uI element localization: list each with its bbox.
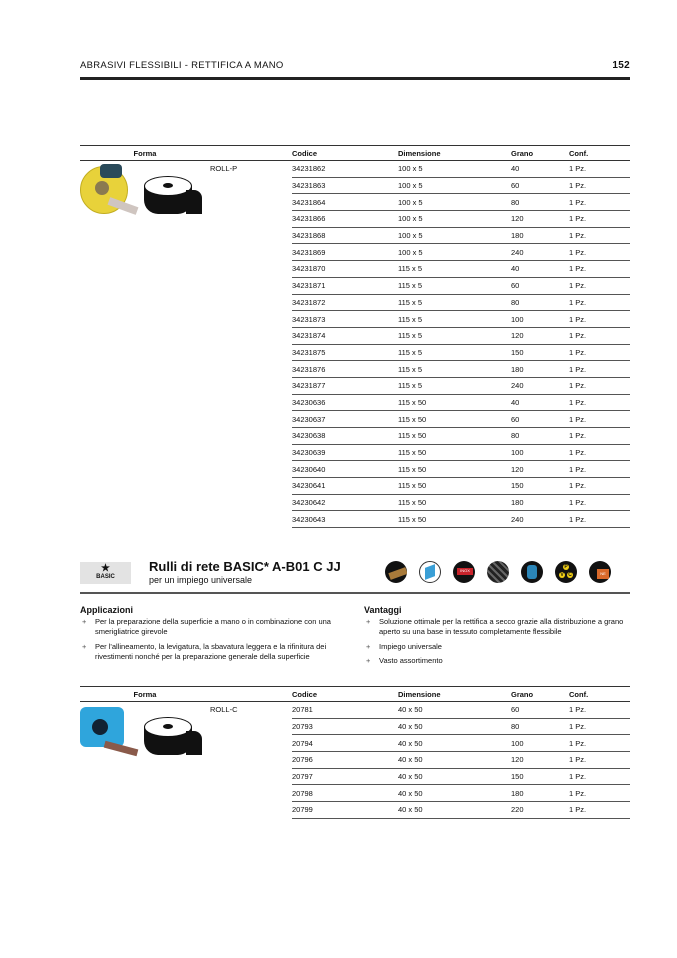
header-divider — [80, 77, 630, 80]
cell-code: 20799 — [292, 802, 398, 819]
cell-grit: 150 — [511, 478, 569, 495]
cell-pack: 1 Pz. — [569, 768, 630, 785]
col-conf: Conf. — [569, 146, 630, 161]
inox-icon — [453, 561, 475, 583]
product-table-roll-p — [80, 145, 630, 528]
cell-grit: 80 — [511, 718, 569, 735]
pvc-v: V — [560, 572, 564, 578]
table-header — [80, 146, 630, 161]
stone-icon — [521, 561, 543, 583]
cell-dimension: 100 x 5 — [398, 161, 511, 178]
cell-pack: 1 Pz. — [569, 511, 630, 528]
cell-grit: 150 — [511, 344, 569, 361]
cell-grit: 100 — [511, 311, 569, 328]
cell-pack: 1 Pz. — [569, 735, 630, 752]
col-codice: Codice — [292, 146, 398, 161]
steel-icon — [419, 561, 441, 583]
cell-dimension: 40 x 50 — [398, 702, 511, 719]
cell-grit: 80 — [511, 294, 569, 311]
cell-dimension: 115 x 5 — [398, 327, 511, 344]
col-grano: Grano — [511, 687, 569, 702]
cell-code: 34231877 — [292, 377, 398, 394]
cell-grit: 60 — [511, 177, 569, 194]
cell-pack: 1 Pz. — [569, 211, 630, 228]
cell-grit: 40 — [511, 394, 569, 411]
cell-pack: 1 Pz. — [569, 194, 630, 211]
list-item: + Soluzione ottimale per la rettifica a secco grazie alla distribuzione a grano aperto su una base in tessuto completamente flessibile — [364, 617, 632, 638]
cell-dimension: 115 x 50 — [398, 478, 511, 495]
cell-grit: 240 — [511, 244, 569, 261]
cell-code: 34230643 — [292, 511, 398, 528]
col-dimensione: Dimensione — [398, 146, 511, 161]
cell-code: 34231875 — [292, 344, 398, 361]
cell-pack: 1 Pz. — [569, 261, 630, 278]
page-number: 152 — [612, 60, 630, 71]
cell-code: 20781 — [292, 702, 398, 719]
vantaggi-title: Vantaggi — [364, 605, 402, 615]
col-codice: Codice — [292, 687, 398, 702]
cell-code: 34230641 — [292, 478, 398, 495]
applicazioni-list — [80, 617, 348, 663]
cell-code: 34231873 — [292, 311, 398, 328]
cell-pack: 1 Pz. — [569, 394, 630, 411]
cell-pack: 1 Pz. — [569, 177, 630, 194]
cell-pack: 1 Pz. — [569, 344, 630, 361]
applicazioni-section — [80, 605, 348, 667]
cell-dimension: 40 x 50 — [398, 768, 511, 785]
col-conf: Conf. — [569, 687, 630, 702]
cell-code: 20796 — [292, 752, 398, 769]
cell-dimension: 40 x 50 — [398, 718, 511, 735]
cell-dimension: 40 x 50 — [398, 802, 511, 819]
cell-pack: 1 Pz. — [569, 718, 630, 735]
cell-code: 34231872 — [292, 294, 398, 311]
cell-grit: 120 — [511, 211, 569, 228]
basic-badge — [80, 562, 131, 584]
cell-dimension: 115 x 50 — [398, 394, 511, 411]
composite-icon — [487, 561, 509, 583]
star-icon: ★ — [101, 563, 110, 574]
cell-grit: 220 — [511, 802, 569, 819]
form-label: ROLL-P — [210, 164, 238, 173]
cell-grit: 100 — [511, 444, 569, 461]
cell-pack: 1 Pz. — [569, 327, 630, 344]
cell-grit: 120 — [511, 752, 569, 769]
list-item: + Vasto assortimento — [364, 656, 632, 667]
cell-grit: 150 — [511, 768, 569, 785]
cell-pack: 1 Pz. — [569, 161, 630, 178]
cell-grit: 60 — [511, 277, 569, 294]
cell-grit: 80 — [511, 428, 569, 445]
cell-dimension: 40 x 50 — [398, 752, 511, 769]
cell-dimension: 115 x 50 — [398, 494, 511, 511]
cell-grit: 180 — [511, 785, 569, 802]
col-forma: Forma — [80, 146, 210, 161]
section-divider — [80, 592, 630, 594]
cell-code: 34230637 — [292, 411, 398, 428]
list-item: + Impiego universale — [364, 642, 632, 653]
cell-grit: 100 — [511, 735, 569, 752]
cell-dimension: 100 x 5 — [398, 194, 511, 211]
cell-code: 34230639 — [292, 444, 398, 461]
cell-code: 20793 — [292, 718, 398, 735]
cell-pack: 1 Pz. — [569, 802, 630, 819]
cell-dimension: 40 x 50 — [398, 785, 511, 802]
pvc-p: P — [564, 564, 568, 570]
col-forma: Forma — [80, 687, 210, 702]
cell-code: 34230636 — [292, 394, 398, 411]
cell-pack: 1 Pz. — [569, 311, 630, 328]
cell-code: 34231863 — [292, 177, 398, 194]
cell-pack: 1 Pz. — [569, 752, 630, 769]
product-photo-dispenser — [80, 705, 140, 770]
cell-code: 34230638 — [292, 428, 398, 445]
table-row — [80, 702, 630, 719]
cell-pack: 1 Pz. — [569, 478, 630, 495]
cell-code: 34230642 — [292, 494, 398, 511]
cell-pack: 1 Pz. — [569, 444, 630, 461]
cell-dimension: 115 x 5 — [398, 361, 511, 378]
cell-grit: 120 — [511, 461, 569, 478]
cell-pack: 1 Pz. — [569, 785, 630, 802]
cell-grit: 80 — [511, 194, 569, 211]
cell-dimension: 115 x 5 — [398, 311, 511, 328]
cell-dimension: 40 x 50 — [398, 735, 511, 752]
cell-dimension: 115 x 50 — [398, 511, 511, 528]
cell-pack: 1 Pz. — [569, 494, 630, 511]
cell-dimension: 115 x 5 — [398, 261, 511, 278]
cell-grit: 180 — [511, 494, 569, 511]
cell-dimension: 115 x 50 — [398, 428, 511, 445]
cell-dimension: 115 x 50 — [398, 444, 511, 461]
col-dimensione: Dimensione — [398, 687, 511, 702]
cell-pack: 1 Pz. — [569, 702, 630, 719]
cell-dimension: 115 x 5 — [398, 294, 511, 311]
cell-dimension: 115 x 50 — [398, 461, 511, 478]
table-row — [80, 161, 630, 178]
cell-grit: 240 — [511, 511, 569, 528]
table-header — [80, 687, 630, 702]
product-table-roll-c — [80, 686, 630, 819]
cell-dimension: 100 x 5 — [398, 177, 511, 194]
cell-pack: 1 Pz. — [569, 377, 630, 394]
cell-grit: 180 — [511, 227, 569, 244]
ne-label: NE — [597, 569, 609, 579]
badge-label: BASIC — [96, 574, 115, 580]
list-item: + Per la preparazione della superficie a mano o in combinazione con una smerigliatrice girevole — [80, 617, 348, 638]
cell-dimension: 115 x 5 — [398, 344, 511, 361]
page-header — [80, 60, 630, 71]
section-title: ABRASIVI FLESSIBILI - RETTIFICA A MANO — [80, 60, 284, 71]
cell-pack: 1 Pz. — [569, 461, 630, 478]
cell-dimension: 115 x 5 — [398, 277, 511, 294]
cell-code: 20797 — [292, 768, 398, 785]
cell-code: 34231866 — [292, 211, 398, 228]
cell-pack: 1 Pz. — [569, 411, 630, 428]
form-label: ROLL-C — [210, 705, 238, 714]
wood-icon — [385, 561, 407, 583]
cell-grit: 180 — [511, 361, 569, 378]
cell-grit: 60 — [511, 702, 569, 719]
product-subtitle: per un impiego universale — [149, 575, 253, 585]
cell-grit: 40 — [511, 161, 569, 178]
list-item: + Per l'allineamento, la levigatura, la sbavatura leggera e la rifinitura dei rivestimenti nonché per la preparazione generale della superficie — [80, 642, 348, 663]
cell-grit: 120 — [511, 327, 569, 344]
applicazioni-title: Applicazioni — [80, 605, 134, 615]
cell-dimension: 115 x 5 — [398, 377, 511, 394]
roll-shape-icon — [144, 717, 204, 757]
cell-pack: 1 Pz. — [569, 428, 630, 445]
pvc-c: C — [568, 572, 572, 578]
cell-code: 34231862 — [292, 161, 398, 178]
cell-code: 34230640 — [292, 461, 398, 478]
cell-pack: 1 Pz. — [569, 244, 630, 261]
cell-code: 34231869 — [292, 244, 398, 261]
cell-pack: 1 Pz. — [569, 277, 630, 294]
roll-shape-icon — [144, 176, 204, 216]
cell-code: 34231864 — [292, 194, 398, 211]
cell-code: 20794 — [292, 735, 398, 752]
product-title: Rulli di rete BASIC* A-B01 C JJ — [149, 559, 341, 574]
non-ferrous-metal-icon — [589, 561, 611, 583]
material-icons — [385, 561, 611, 583]
cell-dimension: 100 x 5 — [398, 211, 511, 228]
inox-label: INOX — [457, 568, 473, 575]
cell-code: 34231874 — [292, 327, 398, 344]
cell-pack: 1 Pz. — [569, 227, 630, 244]
vantaggi-section — [364, 605, 632, 671]
product-photo-roll — [80, 164, 140, 229]
cell-dimension: 100 x 5 — [398, 244, 511, 261]
cell-code: 34231870 — [292, 261, 398, 278]
cell-code: 34231871 — [292, 277, 398, 294]
cell-pack: 1 Pz. — [569, 294, 630, 311]
cell-code: 20798 — [292, 785, 398, 802]
cell-dimension: 115 x 50 — [398, 411, 511, 428]
cell-dimension: 100 x 5 — [398, 227, 511, 244]
cell-grit: 240 — [511, 377, 569, 394]
cell-grit: 60 — [511, 411, 569, 428]
cell-grit: 40 — [511, 261, 569, 278]
vantaggi-list — [364, 617, 632, 667]
pvc-icon — [555, 561, 577, 583]
cell-code: 34231876 — [292, 361, 398, 378]
cell-code: 34231868 — [292, 227, 398, 244]
col-grano: Grano — [511, 146, 569, 161]
cell-pack: 1 Pz. — [569, 361, 630, 378]
